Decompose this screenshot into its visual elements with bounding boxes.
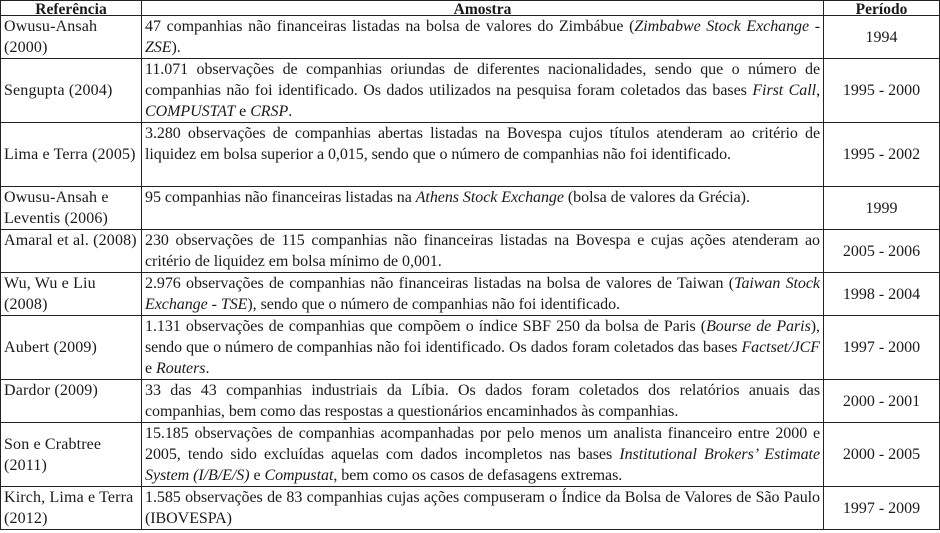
italic-source-name: Factset/JCF (741, 339, 820, 356)
reference-cell: Sengupta (2004) (1, 59, 142, 123)
sample-cell: 1.131 observações de companhias que compõem o índice SBF 250 da bolsa de Paris (Bourse de Paris), sendo que o número de companhias não foi identificado. Os dados foram coletados das bases Factset/JCF e Routers. (142, 316, 824, 380)
italic-source-name: COMPUSTAT (145, 103, 236, 120)
period-cell: 2000 - 2005 (824, 423, 940, 487)
italic-source-name: Institutional Brokers’ Estimate System (I/B/E/S) (145, 446, 820, 484)
sample-cell: 230 observações de 115 companhias não financeiras listadas na Bovespa e cujas ações atenderam ao critério de liquidez em bolsa mínimo de 0,001. (142, 230, 824, 273)
table-row (1, 230, 940, 273)
period-cell: 2000 - 2001 (824, 380, 940, 423)
period-cell: 1998 - 2004 (824, 273, 940, 316)
period-cell: 1997 - 2009 (824, 487, 940, 530)
reference-cell: Dardor (2009) (1, 380, 142, 423)
header-row (1, 1, 940, 16)
sample-cell: 47 companhias não financeiras listadas na bolsa de valores do Zimbábue (Zimbabwe Stock Exchange - ZSE). (142, 16, 824, 59)
period-cell: 1997 - 2000 (824, 316, 940, 380)
sample-cell: 1.585 observações de 83 companhias cujas ações compuseram o Índice da Bolsa de Valores de São Paulo (IBOVESPA) (142, 487, 824, 530)
italic-source-name: First Call (752, 82, 817, 99)
sample-cell: 33 das 43 companhias industriais da Líbia. Os dados foram coletados dos relatórios anuais das companhias, bem como das respostas a questionários encaminhados às companhias. (142, 380, 824, 423)
table-row (1, 380, 940, 423)
header-period: Período (824, 1, 940, 16)
reference-cell: Aubert (2009) (1, 316, 142, 380)
sample-cell: 3.280 observações de companhias abertas listadas na Bovespa cujos títulos atenderam ao critério de liquidez em bolsa superior a 0,015, sendo que o número de companhias não foi identificado. (142, 123, 824, 187)
italic-source-name: Zimbabwe Stock Exchange - ZSE (145, 18, 820, 56)
table-row (1, 423, 940, 487)
reference-cell: Owusu-Ansah e Leventis (2006) (1, 187, 142, 230)
table-row (1, 187, 940, 230)
period-cell: 1995 - 2000 (824, 59, 940, 123)
sample-cell: 2.976 observações de companhias não financeiras listadas na bolsa de valores de Taiwan (Taiwan Stock Exchange - TSE), sendo que o número de companhias não foi identificado. (142, 273, 824, 316)
header-sample: Amostra (142, 1, 824, 16)
period-cell: 1995 - 2002 (824, 123, 940, 187)
italic-source-name: Athens Stock Exchange (415, 189, 564, 206)
table-row (1, 59, 940, 123)
table-row (1, 487, 940, 530)
italic-source-name: Bourse de Paris (706, 318, 811, 335)
sample-cell: 95 companhias não financeiras listadas na Athens Stock Exchange (bolsa de valores da Grécia). (142, 187, 824, 230)
table-row (1, 16, 940, 59)
sample-cell: 11.071 observações de companhias oriundas de diferentes nacionalidades, sendo que o número de companhias não foi identificado. Os dados utilizados na pesquisa foram coletados das bases First Call, COMPUSTAT e CRSP. (142, 59, 824, 123)
reference-cell: Son e Crabtree (2011) (1, 423, 142, 487)
header-reference: Referência (1, 1, 142, 16)
table-row (1, 123, 940, 187)
table-row (1, 273, 940, 316)
period-cell: 1999 (824, 187, 940, 230)
reference-cell: Kirch, Lima e Terra (2012) (1, 487, 142, 530)
table-row (1, 316, 940, 380)
italic-source-name: Taiwan Stock Exchange - TSE (145, 275, 820, 313)
reference-cell: Lima e Terra (2005) (1, 123, 142, 187)
italic-source-name: CRSP (250, 103, 289, 120)
reference-cell: Owusu-Ansah (2000) (1, 16, 142, 59)
period-cell: 2005 - 2006 (824, 230, 940, 273)
italic-source-name: Routers (156, 360, 206, 377)
reference-cell: Wu, Wu e Liu (2008) (1, 273, 142, 316)
reference-cell: Amaral et al. (2008) (1, 230, 142, 273)
italic-source-name: Compustat (264, 467, 334, 484)
sample-cell: 15.185 observações de companhias acompanhadas por pelo menos um analista financeiro entre 2000 e 2005, tendo sido excluídas aquelas com dados incompletos nas bases Institutional Brokers’ Estimate System (I/B/E/S) e Compustat, bem como os casos de defasagens extremas. (142, 423, 824, 487)
period-cell: 1994 (824, 16, 940, 59)
